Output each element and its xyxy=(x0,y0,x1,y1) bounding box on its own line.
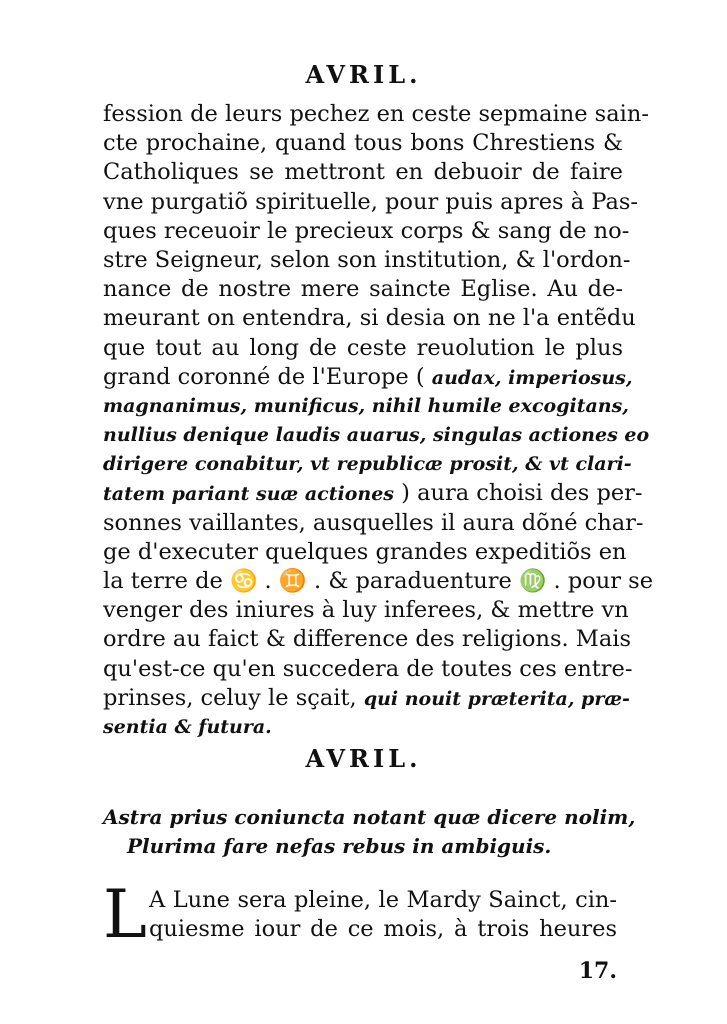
text-line: nance de nostre mere saincte Eglise. Au de- xyxy=(103,276,623,303)
text-line: vne purgatiõ spirituelle, pour puis apres à Pas- xyxy=(103,188,639,215)
running-head: AVRIL. xyxy=(305,60,422,89)
verse-line: Plurima fare nefas rebus in ambiguis. xyxy=(127,834,552,858)
text-line: ques receuoir le precieux corps & sang de no- xyxy=(103,217,630,244)
page-number: 17. xyxy=(578,958,617,984)
paragraph-line: quiesme iour de ce mois, à trois heures xyxy=(149,916,617,942)
text-line-mixed xyxy=(103,684,630,713)
verse-epigraph xyxy=(103,803,636,861)
virgo-sign-icon: ♍ xyxy=(518,568,547,594)
text-line: sonnes vaillantes, ausquelles il aura dõné char- xyxy=(103,509,644,536)
text-line: meurant on entendra, si desia on ne l'a entẽdu xyxy=(103,305,636,332)
roman-run: . pour se xyxy=(553,568,654,594)
drop-capital: L xyxy=(103,876,147,953)
roman-run: . ♊ . & paraduenture xyxy=(264,568,512,594)
text-line: qu'est-ce qu'en succedera de toutes ces entre- xyxy=(103,655,633,682)
text-line: venger des iniures à luy inferees, & mettre vn xyxy=(103,597,629,624)
text-line: cte prochaine, quand tous bons Chrestiens & xyxy=(103,130,623,157)
roman-run: grand coronné de l'Europe ( xyxy=(103,363,425,390)
text-line: ordre au faict & difference des religions. Mais xyxy=(103,626,631,653)
roman-run: la terre de xyxy=(103,568,223,594)
italic-line: sentia & futura. xyxy=(103,715,272,738)
text-line-mixed xyxy=(103,479,643,508)
italic-run: audax, imperiosus, xyxy=(431,366,633,389)
roman-run: prinses, celuy le sçait, xyxy=(103,684,357,711)
paragraph xyxy=(103,876,623,954)
body-text xyxy=(103,100,654,742)
text-line: stre Seigneur, selon son institution, & l'ordon- xyxy=(103,246,631,273)
italic-line: dirigere conabitur, vt republicæ prosit, & vt clari- xyxy=(103,453,632,476)
section-heading: AVRIL. xyxy=(305,744,422,773)
roman-run: ) aura choisi des per- xyxy=(401,480,643,507)
text-line-mixed xyxy=(103,363,633,392)
text-line: Catholiques se mettront en debuoir de faire xyxy=(103,159,623,186)
italic-run: tatem pariant suæ actiones xyxy=(103,483,394,506)
text-line-symbols xyxy=(103,567,654,596)
text-line: fession de leurs pechez en ceste sepmaine sain- xyxy=(103,101,649,127)
cancer-sign-icon: ♋ xyxy=(229,568,258,594)
italic-line: nullius denique laudis auarus, singulas actiones eo xyxy=(103,424,650,447)
text-line: ge d'executer quelques grandes expeditiõs en xyxy=(103,538,627,565)
italic-run: qui nouit præterita, præ- xyxy=(363,687,630,710)
paragraph-line: A Lune sera pleine, le Mardy Sainct, cin- xyxy=(149,887,617,913)
verse-line: Astra prius coniuncta notant quæ dicere nolim, xyxy=(103,805,636,829)
italic-line: magnanimus, munificus, nihil humile excogitans, xyxy=(103,394,629,417)
text-line: que tout au long de ceste reuolution le plus xyxy=(103,334,623,361)
